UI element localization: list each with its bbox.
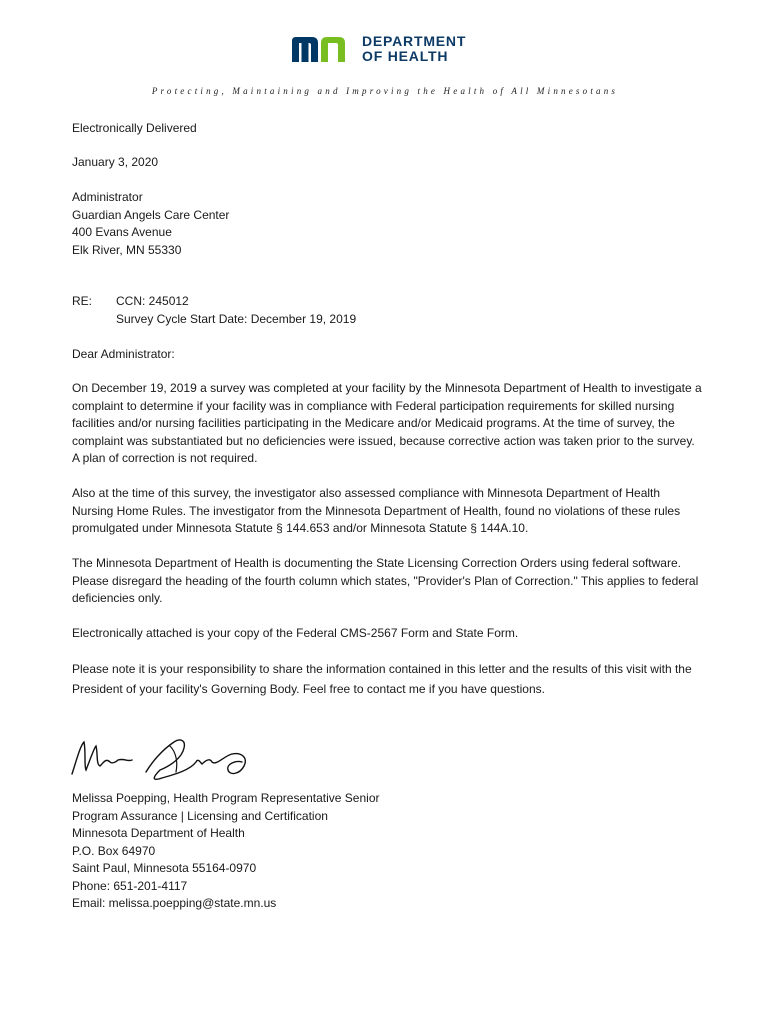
body-paragraph-5 (72, 659, 702, 699)
survey-start-date: Survey Cycle Start Date: December 19, 2019 (116, 311, 357, 326)
ccn-number: CCN: 245012 (116, 294, 189, 308)
recipient-line: 400 Evans Avenue (72, 225, 172, 239)
salutation: Dear Administrator: (72, 347, 175, 361)
paragraph-text: Please note it is your responsibility to share the information contained in this letter and the results of this visit with the President of your facility's Governing Body. Feel free to contact me if you have questions. (72, 662, 692, 696)
signer-phone: Phone: 651-201-4117 (72, 878, 188, 893)
dept-line-2: OF HEALTH (362, 48, 449, 64)
paragraph-text: The Minnesota Department of Health is documenting the State Licensing Correction Orders using federal software. Please disregard the heading of the fourth column which states, "Provider's Plan of Correction." This applies to federal deficiencies only. (72, 556, 699, 605)
re-details (116, 293, 356, 328)
department-name (362, 34, 466, 64)
body-paragraph-1 (72, 380, 702, 468)
recipient-address (72, 189, 229, 259)
signer-unit: Program Assurance | Licensing and Certification (72, 808, 328, 823)
recipient-line: Administrator (72, 190, 143, 204)
letter-date: January 3, 2020 (72, 155, 159, 169)
dept-line-1: DEPARTMENT (362, 33, 467, 49)
handwritten-signature (66, 732, 256, 788)
tagline: Protecting, Maintaining and Improving the Health of All Minnesotans (151, 86, 619, 96)
signer-organization: Minnesota Department of Health (72, 826, 245, 840)
re-label: RE: (72, 294, 93, 308)
body-paragraph-4 (72, 625, 702, 643)
signer-city: Saint Paul, Minnesota 55164-0970 (72, 861, 257, 875)
paragraph-text: On December 19, 2019 a survey was completed at your facility by the Minnesota Department of Health to investigate a complaint to determine if your facility was in compliance with Federal participation requirements for skilled nursing facilities and/or nursing facilities participating in the Medicare and/or Medicaid programs. At the time of survey, the complaint was substantiated but no deficiencies were issued, because corrective action was taken prior to the survey. A plan of correction is not required. (72, 381, 702, 465)
body-paragraph-2 (72, 485, 702, 538)
delivery-method: Electronically Delivered (72, 121, 197, 135)
body-paragraph-3 (72, 555, 702, 608)
signer-name-title: Melissa Poepping, Health Program Representative Senior (72, 791, 380, 805)
paragraph-text: Also at the time of this survey, the investigator also assessed compliance with Minnesota Department of Health Nursing Home Rules. The investigator from the Minnesota Department of Health, found no violations of these rules promulgated under Minnesota Statute § 144.653 and/or Minnesota Statute § 144A.10. (72, 486, 681, 535)
recipient-line: Guardian Angels Care Center (72, 207, 230, 222)
recipient-line: Elk River, MN 55330 (72, 242, 182, 257)
mn-logo-icon (290, 35, 354, 63)
mdh-logo (290, 34, 466, 64)
signature-block (72, 790, 380, 913)
paragraph-text: Electronically attached is your copy of the Federal CMS-2567 Form and State Form. (72, 626, 519, 640)
signer-email: Email: melissa.poepping@state.mn.us (72, 896, 277, 910)
signer-po-box: P.O. Box 64970 (72, 843, 156, 858)
